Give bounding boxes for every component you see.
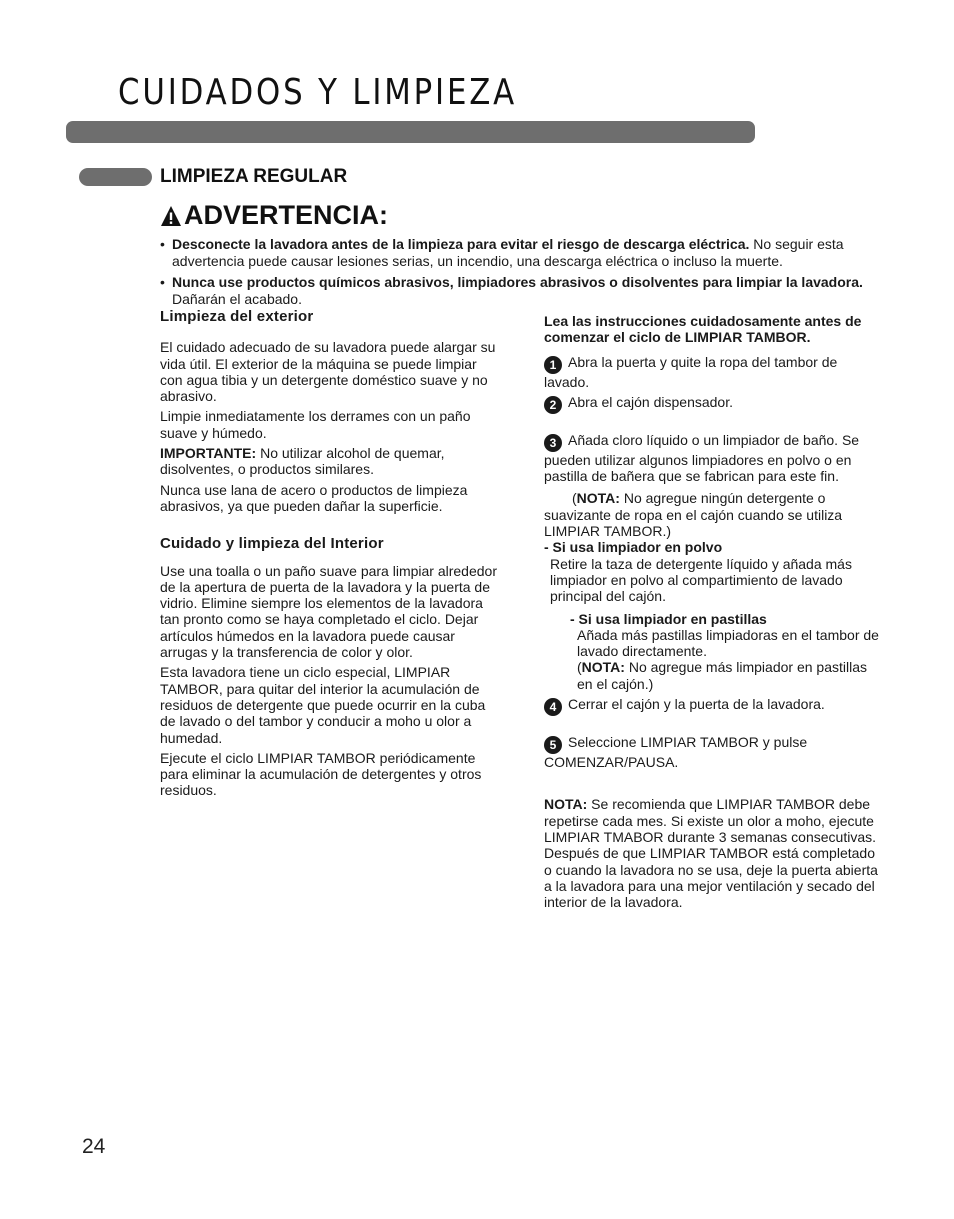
- step-3: [544, 432, 879, 485]
- tablet-text: Añada más pastillas limpiadoras en el tambor de lavado directamente.: [577, 626, 879, 660]
- section-marker: [79, 168, 152, 186]
- step-1: [544, 354, 879, 390]
- exterior-paragraph: Limpie inmediatamente los derrames con un paño suave y húmedo.: [160, 408, 471, 441]
- step-text: Abra el cajón dispensador.: [568, 393, 733, 410]
- interior-heading: Cuidado y limpieza del Interior: [160, 535, 384, 553]
- important-text: No utilizar alcohol de quemar, disolventes, o productos similares.: [160, 445, 445, 478]
- step-number-badge: 2: [544, 396, 562, 414]
- step-number-badge: 4: [544, 698, 562, 716]
- step-text: Seleccione LIMPIAR TAMBOR y pulse COMENZAR/PAUSA.: [544, 734, 808, 771]
- step-text: Añada cloro líquido o un limpiador de baño. Se pueden utilizar algunos limpiadores en polvo o en pastilla de bañera que se fabrican para este fin.: [544, 431, 860, 485]
- section-title: LIMPIEZA REGULAR: [160, 166, 348, 187]
- left-column: [160, 309, 500, 803]
- note-label: NOTA:: [576, 490, 620, 507]
- step-3-note: [544, 490, 879, 539]
- note-paren: (: [577, 659, 582, 676]
- warning-list: [160, 236, 875, 312]
- warning-item-bold: Desconecte la lavadora antes de la limpieza para evitar el riesgo de descarga eléctrica.: [172, 236, 750, 252]
- powder-title: - Si usa limpiador en polvo: [544, 539, 723, 556]
- page-title: CUIDADOS Y LIMPIEZA: [118, 72, 518, 113]
- note-paren: (: [572, 490, 577, 507]
- exterior-heading: Limpieza del exterior: [160, 308, 314, 325]
- exterior-paragraph: El cuidado adecuado de su lavadora puede alargar su vida útil. El exterior de la máquina se puede limpiar con agua tibia y un detergente doméstico suave y no abrasivo.: [160, 339, 496, 405]
- note-label: NOTA:: [581, 659, 625, 676]
- steps-intro: Lea las instrucciones cuidadosamente antes de comenzar el ciclo de LIMPIAR TAMBOR.: [544, 313, 862, 346]
- step-number-badge: 1: [544, 356, 562, 374]
- header-divider-bar: [66, 121, 755, 143]
- note-text: No agregue más limpiador en pastillas en el cajón.): [577, 659, 867, 692]
- warning-heading: [160, 200, 388, 231]
- step-text: Abra la puerta y quite la ropa del tambor de lavado.: [544, 353, 838, 390]
- warning-icon: [160, 205, 182, 227]
- warning-item-bold: Nunca use productos químicos abrasivos, limpiadores abrasivos o disolventes para limpiar la lavadora.: [172, 274, 863, 290]
- warning-item-text: Dañarán el acabado.: [172, 290, 302, 307]
- tablet-note: [544, 659, 879, 692]
- step-number-badge: 5: [544, 736, 562, 754]
- warning-item-text: No seguir esta advertencia puede causar lesiones serias, un incendio, una descarga eléctrica o incluso la muerte.: [172, 236, 844, 269]
- interior-paragraph: Ejecute el ciclo LIMPIAR TAMBOR periódicamente para eliminar la acumulación de detergentes y otros residuos.: [160, 749, 482, 799]
- step-4: [544, 696, 879, 716]
- warning-item: [160, 236, 875, 269]
- warning-item: [160, 274, 875, 307]
- warning-title: ADVERTENCIA:: [184, 200, 389, 230]
- powder-text: Retire la taza de detergente líquido y añada más limpiador en polvo al compartimiento de lavado principal del cajón.: [550, 555, 852, 605]
- step-5: [544, 734, 879, 770]
- note-label: NOTA:: [544, 796, 588, 813]
- interior-paragraph: Esta lavadora tiene un ciclo especial, LIMPIAR TAMBOR, para quitar del interior la acumulación de residuos de detergente que puede ocurrir en la cuba de lavado o del tambor y conducir a moho u olor a humedad.: [160, 664, 486, 746]
- interior-paragraph: Use una toalla o un paño suave para limpiar alrededor de la apertura de puerta de la lavadora y la puerta de vidrio. Elimine siempre los elementos de la lavadora tan pronto como se haya completado el ciclo. Dejar artículos húmedos en la lavadora puede causar arrugas y la transferencia de color y olor.: [160, 562, 497, 661]
- right-column: [544, 313, 879, 914]
- important-label: IMPORTANTE:: [160, 445, 257, 462]
- final-note: [544, 796, 879, 910]
- note-text: Se recomienda que LIMPIAR TAMBOR debe repetirse cada mes. Si existe un olor a moho, ejecute LIMPIAR TMABOR durante 3 semanas consecutivas. Después de que LIMPIAR TAMBOR está completado o cuando la lavadora no se usa, deje la puerta abierta a la lavadora para una mejor ventilación y secado del interior de la lavadora.: [544, 796, 878, 911]
- page-number: 24: [82, 1135, 106, 1158]
- exterior-paragraph: Nunca use lana de acero o productos de limpieza abrasivos, ya que pueden dañar la superficie.: [160, 481, 468, 514]
- step-text: Cerrar el cajón y la puerta de la lavadora.: [568, 696, 825, 713]
- exterior-important: [160, 445, 500, 478]
- step-2: [544, 394, 879, 414]
- note-text: No agregue ningún detergente o suavizante de ropa en el cajón cuando se utiliza LIMPIAR TAMBOR.): [544, 490, 843, 540]
- step-number-badge: 3: [544, 434, 562, 452]
- tablet-title: - Si usa limpiador en pastillas: [570, 610, 767, 627]
